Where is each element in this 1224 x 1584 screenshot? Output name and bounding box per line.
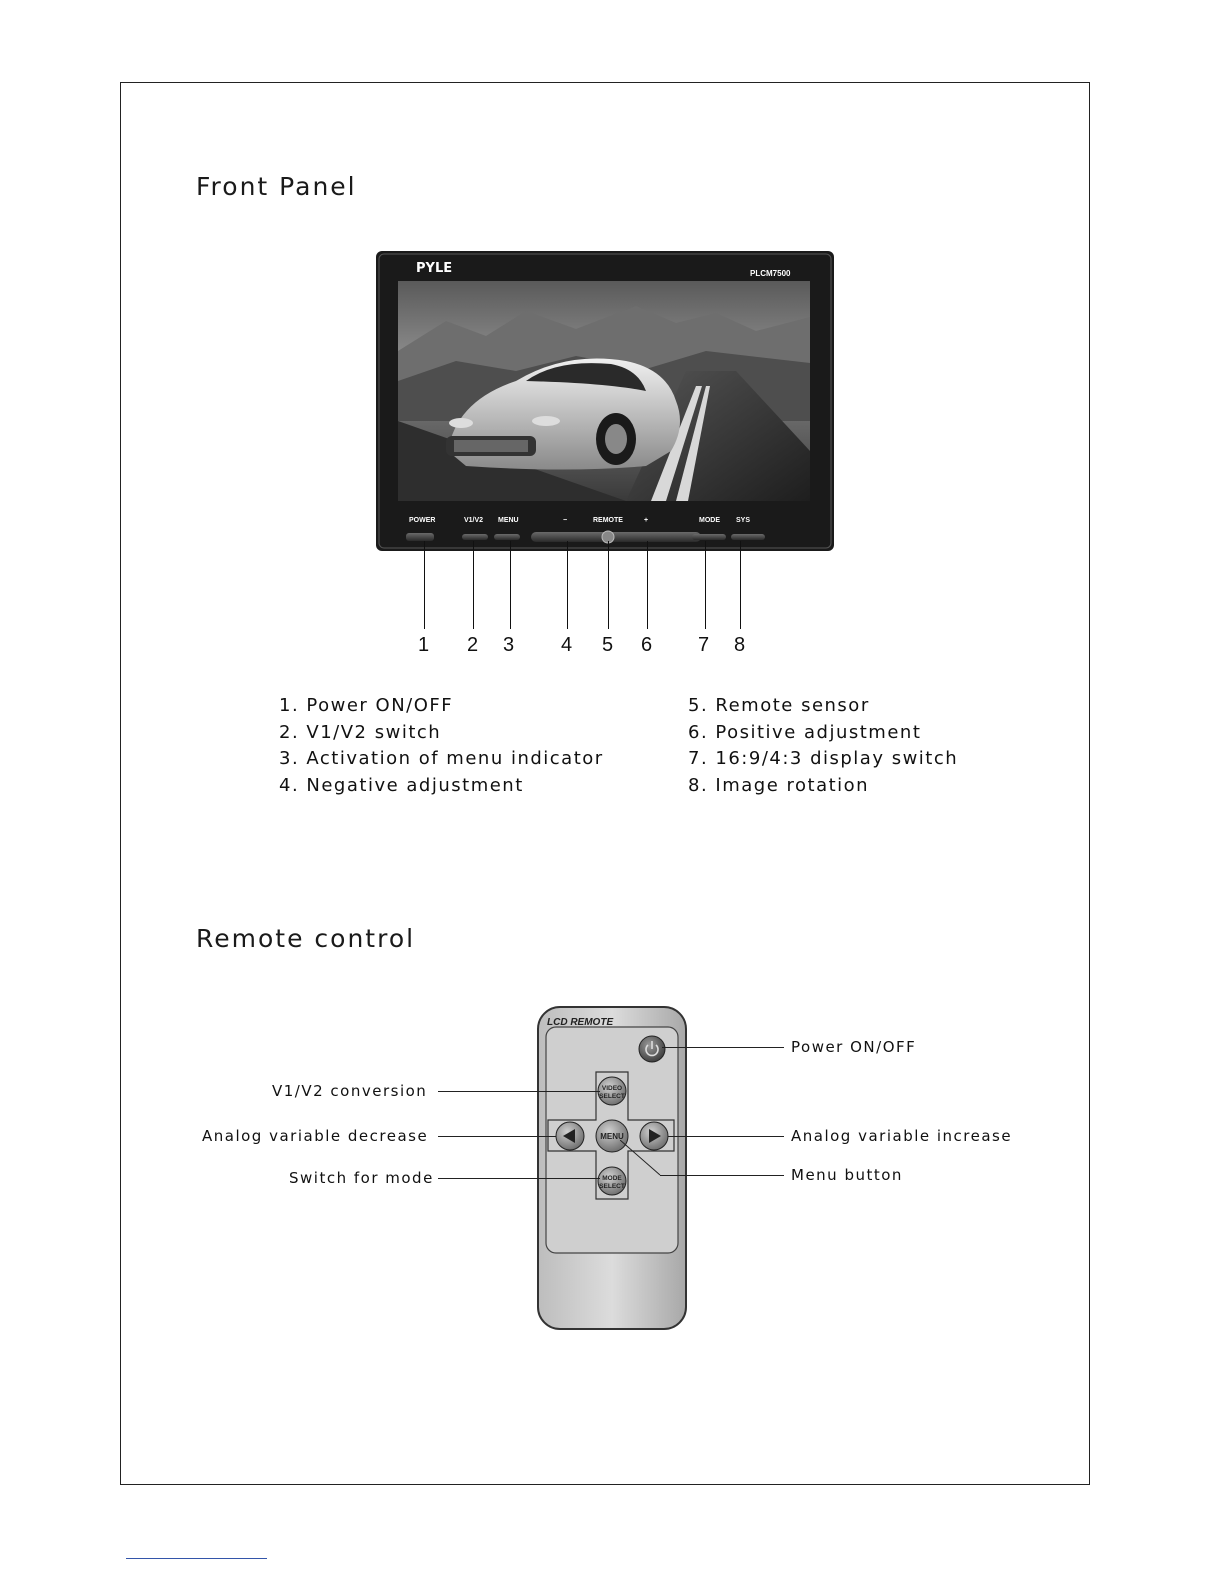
callout-number-2: 2 (467, 634, 479, 656)
menu-button-key (494, 534, 520, 540)
front-panel-heading: Front Panel (196, 172, 357, 201)
callout-line-menu (660, 1175, 784, 1176)
legend-left-column (279, 693, 604, 799)
mode-select-label-line1: MODE (602, 1175, 622, 1182)
remote-control-illustration (536, 1005, 688, 1331)
callout-v1v2: V1/V2 conversion (272, 1082, 428, 1100)
callout-line-mode (438, 1178, 600, 1179)
legend-item-6: 6. Positive adjustment (688, 721, 922, 743)
legend-item-3: 3. Activation of menu indicator (279, 748, 604, 769)
callout-line-v1v2 (438, 1091, 600, 1092)
leader-line-6 (647, 541, 648, 629)
callout-increase: Analog variable increase (791, 1127, 1013, 1145)
callout-number-4: 4 (561, 634, 573, 656)
callout-number-7: 7 (698, 634, 710, 656)
callout-number-3: 3 (503, 634, 515, 656)
monitor-front-panel-illustration (376, 251, 834, 551)
callout-menu: Menu button (791, 1166, 903, 1184)
v1v2-button-key (462, 534, 488, 540)
callout-power: Power ON/OFF (791, 1038, 917, 1056)
mode-button-key (692, 534, 726, 540)
sys-button-key (731, 534, 765, 540)
callout-line-decrease (438, 1136, 556, 1137)
callout-decrease: Analog variable decrease (202, 1127, 429, 1145)
legend-item-7: 7. 16:9/4:3 display switch (688, 748, 959, 769)
leader-line-3 (510, 541, 511, 629)
button-label-mode: MODE (699, 517, 720, 524)
legend-item-8: 8. Image rotation (688, 774, 870, 796)
callout-number-6: 6 (641, 634, 653, 656)
callout-number-5: 5 (602, 634, 614, 656)
legend-right-column (688, 693, 958, 799)
power-button-key (406, 533, 434, 541)
button-label-remote: REMOTE (593, 517, 623, 524)
model-label: PLCM7500 (750, 269, 791, 278)
brand-logo: PYLE (416, 261, 453, 276)
remote-control-heading: Remote control (196, 924, 416, 953)
mode-select-label-line2: SELECT (599, 1183, 625, 1190)
button-label-v1v2: V1/V2 (464, 517, 484, 524)
legend-item-5: 5. Remote sensor (688, 695, 870, 716)
button-label-sys: SYS (736, 517, 751, 524)
callout-line-power (662, 1047, 784, 1048)
legend-item-1: 1. Power ON/OFF (279, 695, 454, 716)
button-label-minus: − (563, 517, 568, 524)
menu-button-label: MENU (600, 1132, 624, 1141)
callout-number-1: 1 (418, 634, 430, 656)
leader-line-5 (608, 541, 609, 629)
button-label-menu: MENU (498, 517, 519, 524)
remote-label: LCD REMOTE (547, 1017, 614, 1028)
callout-line-increase (668, 1136, 784, 1137)
legend-item-4: 4. Negative adjustment (279, 774, 524, 796)
button-label-plus: + (644, 517, 649, 524)
leader-line-7 (705, 541, 706, 629)
leader-line-4 (567, 541, 568, 629)
callout-mode: Switch for mode (289, 1169, 434, 1187)
leader-line-8 (740, 541, 741, 629)
legend-item-2: 2. V1/V2 switch (279, 721, 442, 743)
video-select-label-line1: VIDEO (601, 1085, 623, 1092)
leader-line-2 (473, 541, 474, 629)
footer-rule (126, 1558, 267, 1559)
callout-number-8: 8 (734, 634, 746, 656)
button-label-power: POWER (409, 517, 436, 524)
video-select-label-line2: SELECT (599, 1093, 625, 1100)
leader-line-1 (424, 541, 425, 629)
adjust-button-bar (531, 532, 701, 542)
callout-line-menu-diagonal (620, 1140, 662, 1177)
